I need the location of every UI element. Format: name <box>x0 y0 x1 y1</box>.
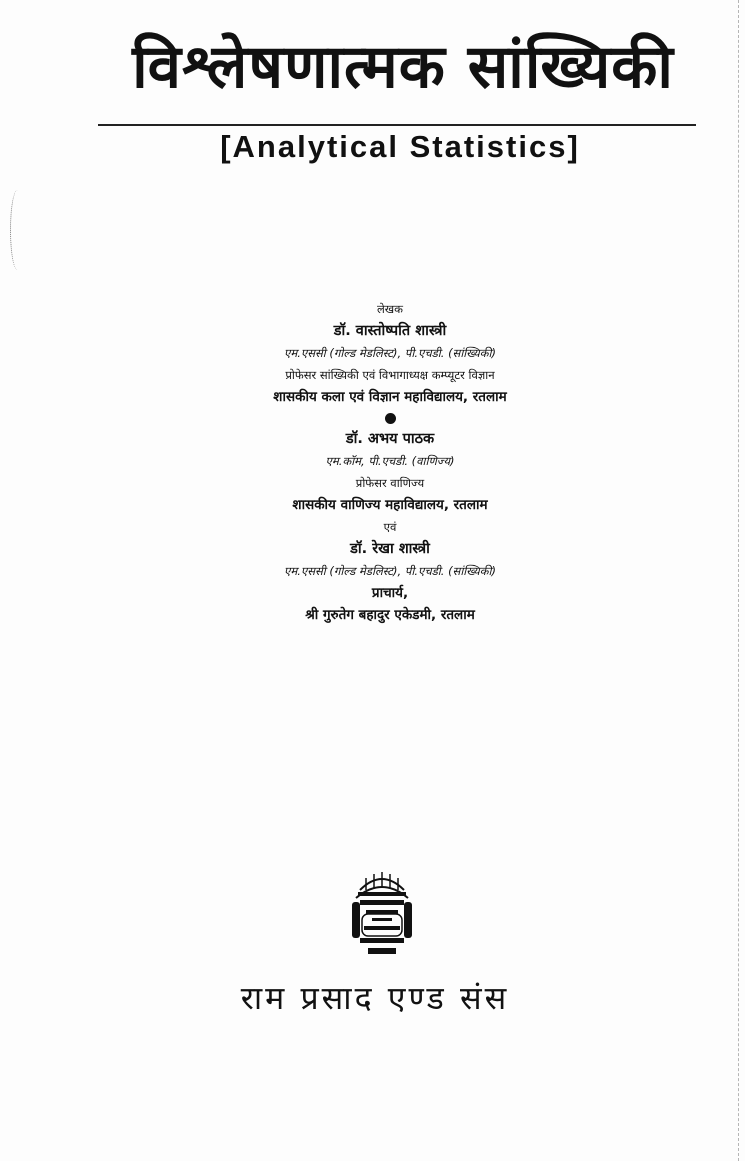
author3-qualification: एम.एससी (गोल्ड मेडलिस्ट), पी.एचडी. (सांख्यिकी) <box>284 564 496 578</box>
author-credits <box>200 298 580 626</box>
author3-name: डॉ. रेखा शास्त्री <box>350 541 430 557</box>
scan-edge-line <box>738 0 739 1161</box>
author2-qualification: एम.कॉम, पी.एचडी. (वाणिज्य) <box>325 454 455 468</box>
author1-designation: प्रोफेसर सांख्यिकी एवं विभागाध्यक्ष कम्प्यूटर विज्ञान <box>285 368 495 382</box>
author3-institution: श्री गुरुतेग बहादुर एकेडमी, रतलाम <box>305 607 475 623</box>
book-title-english: [Analytical Statistics] <box>220 129 580 164</box>
author2-institution: शासकीय वाणिज्य महाविद्यालय, रतलाम <box>292 497 488 513</box>
publisher-emblem-icon <box>346 868 418 960</box>
separator-dot-icon <box>385 413 396 424</box>
scan-edge-mark <box>10 190 25 270</box>
author-conjunction: एवं <box>383 520 397 534</box>
author1-name: डॉ. वास्तोष्पति शास्त्री <box>333 323 447 339</box>
author1-qualification: एम.एससी (गोल्ड मेडलिस्ट), पी.एचडी. (सांख्यिकी) <box>284 346 496 360</box>
book-title-hindi: विश्लेषणात्मक सांख्यिकी <box>132 32 674 102</box>
author1-institution: शासकीय कला एवं विज्ञान महाविद्यालय, रतलाम <box>273 389 507 405</box>
author2-name: डॉ. अभय पाठक <box>345 431 435 447</box>
author3-designation: प्राचार्य, <box>371 585 409 601</box>
author2-designation: प्रोफेसर वाणिज्य <box>355 476 425 490</box>
author-role-label: लेखक <box>376 302 404 316</box>
publisher-name: राम प्रसाद एण्ड संस <box>240 979 510 1017</box>
